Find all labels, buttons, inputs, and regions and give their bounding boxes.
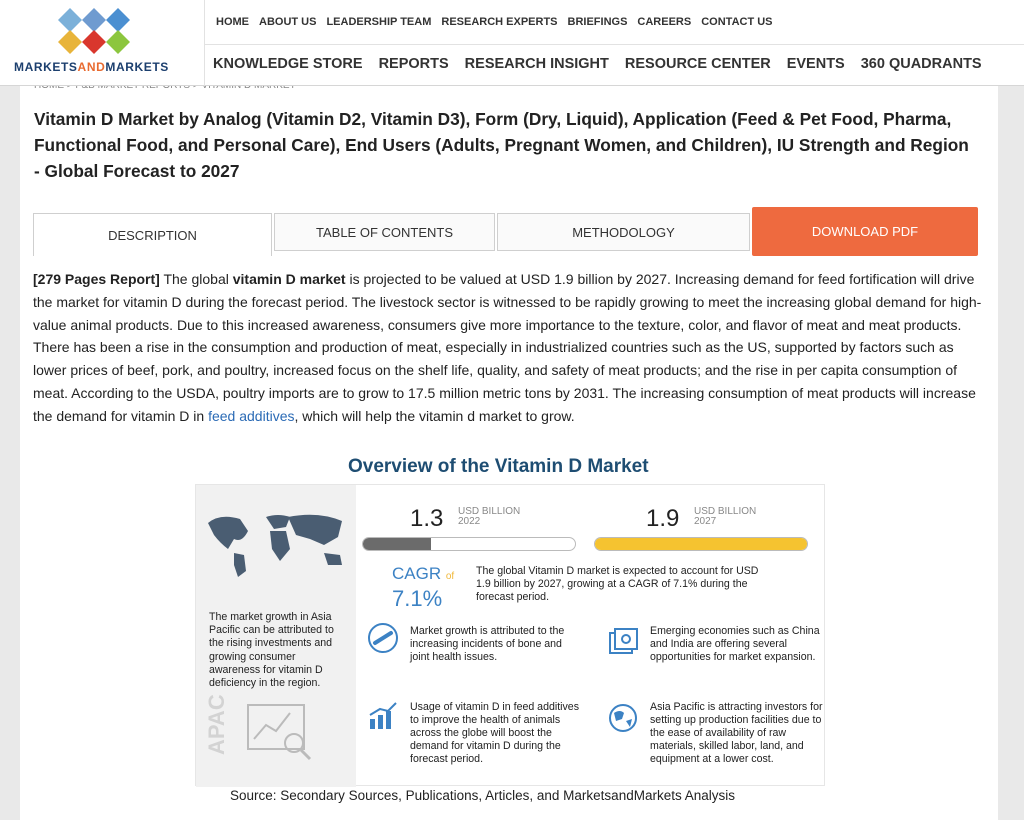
page-title: Vitamin D Market by Analog (Vitamin D2, Vitamin D3), Form (Dry, Liquid), Application (Feed & Pet Food, Pharma, Functional Food, and Personal Care), End Users (Adults, Pregnant Women, and Children), IU Strength and Region - Global Forecast to 2027: [34, 109, 969, 181]
nav-knowledge-store[interactable]: KNOWLEDGE STORE: [213, 56, 363, 72]
nav-about-us[interactable]: ABOUT US: [259, 16, 317, 28]
nav-home[interactable]: HOME: [216, 16, 249, 28]
desc-text-3: , which will help the vitamin d market to grow.: [294, 407, 575, 424]
money-icon: [606, 625, 640, 659]
value-2022: 1.3: [410, 505, 444, 532]
bar-2027-fill: [595, 538, 807, 550]
market-summary: The global Vitamin D market is expected to account for USD 1.9 billion by 2027, growing at a CAGR of 7.1% during the forecast period.: [476, 565, 759, 603]
nav-research-insight[interactable]: RESEARCH INSIGHT: [464, 56, 609, 72]
world-map-icon: [200, 509, 352, 579]
cagr-label: CAGR of: [392, 564, 455, 583]
page-count: [279 Pages Report]: [33, 271, 160, 287]
growth-bars-icon: [366, 699, 400, 733]
nav-resource-center[interactable]: RESOURCE CENTER: [624, 56, 771, 72]
nav-briefings[interactable]: BRIEFINGS: [567, 16, 628, 28]
point-apac-investors: Asia Pacific is attracting investors for setting up production facilities due to the ease of availability of raw materials, skilled labor, land, and equipment at a lower cost.: [650, 701, 823, 765]
point-emerging-economies: Emerging economies such as China and India are offering several opportunities for market expansion.: [650, 625, 820, 663]
bone-health-icon: [366, 621, 400, 655]
globe-icon: [606, 701, 640, 735]
nav-360-quadrants[interactable]: 360 QUADRANTS: [860, 56, 982, 72]
logo[interactable]: [0, 0, 204, 86]
desc-text-1: The global: [159, 271, 233, 287]
bar-2022-fill: [363, 538, 431, 550]
apac-label: APAC: [204, 694, 229, 755]
tab-description[interactable]: DESCRIPTION: [33, 213, 272, 256]
desc-text-2: is projected to be valued at USD 1.9 billion by 2027. Increasing demand for feed fortification will drive the market for vitamin D during the forecast period. The livestock sector is witnessed to be rapidly growing to meet the increasing global demand for high-value animal products. Due to this increased awareness, consumers give more importance to the texture, color, and flavor of meat and meat products. There has been a rise in the consumption and production of meat, especially in industrialized countries such as the US, supported by factors such as lower prices of beef, pork, and poultry, increased focus on the shelf life, quality, and safety of meat products; and the rise in per capita consumption of meat. According to the USDA, poultry imports are to grow to 17.5 million metric tons by 2031. The increasing consumption of meat products will increase the demand for vitamin D in: [33, 271, 982, 424]
tab-table-of-contents[interactable]: TABLE OF CONTENTS: [274, 213, 495, 251]
unit-2022: USD BILLION 2022: [458, 506, 521, 527]
value-2027: 1.9: [646, 505, 680, 532]
cagr-value: 7.1%: [392, 586, 443, 611]
main-nav: [213, 56, 982, 72]
nav-research-experts[interactable]: RESEARCH EXPERTS: [441, 16, 558, 28]
feed-additives-link[interactable]: feed additives: [208, 407, 295, 424]
header-divider: [204, 0, 205, 86]
apac-panel: [196, 485, 356, 787]
infographic-title: Overview of the Vitamin D Market: [348, 456, 649, 477]
apac-description: The market growth in Asia Pacific can be attributed to the rising investments and growing consumer awareness for vitamin D deficiency in the region.: [209, 611, 334, 690]
unit-2027: USD BILLION 2027: [694, 506, 757, 527]
infographic: [195, 484, 825, 786]
bar-2022: [362, 537, 576, 551]
nav-careers[interactable]: CAREERS: [637, 16, 692, 28]
tab-methodology[interactable]: METHODOLOGY: [497, 213, 750, 251]
logo-text: MARKETSANDMARKETS: [14, 60, 169, 74]
bar-2027: [594, 537, 808, 551]
infographic-source: Source: Secondary Sources, Publications, Articles, and MarketsandMarkets Analysis: [230, 788, 735, 803]
nav-reports[interactable]: REPORTS: [378, 56, 449, 72]
download-pdf-button[interactable]: DOWNLOAD PDF: [752, 207, 978, 256]
point-feed-additives: Usage of vitamin D in feed additives to improve the health of animals across the globe will boost the demand for vitamin D during the forecast period.: [410, 701, 579, 765]
point-bone-health: Market growth is attributed to the increasing incidents of bone and joint health issues.: [410, 625, 565, 663]
report-tabs: [33, 207, 978, 256]
nav-divider: [204, 44, 1024, 45]
desc-keyword: vitamin D market: [232, 271, 346, 287]
analytics-chart-icon: [246, 703, 316, 761]
nav-events[interactable]: EVENTS: [786, 56, 845, 72]
top-nav: [216, 16, 773, 28]
site-header: [0, 0, 1024, 86]
nav-contact-us[interactable]: CONTACT US: [701, 16, 773, 28]
nav-leadership-team[interactable]: LEADERSHIP TEAM: [326, 16, 432, 28]
logo-diamonds-icon: [0, 0, 204, 60]
report-description: [33, 268, 983, 428]
